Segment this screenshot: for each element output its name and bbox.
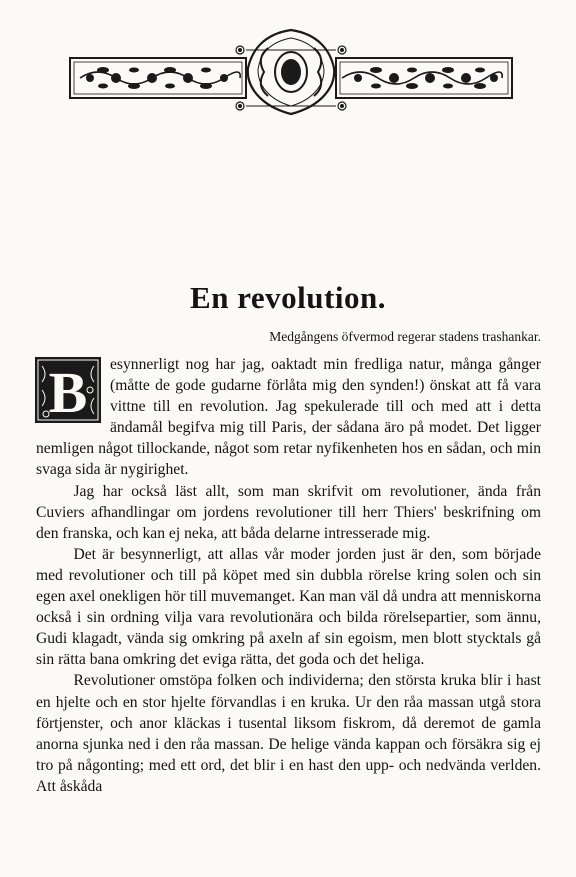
- chapter-title: En revolution.: [190, 280, 386, 315]
- ornamental-headpiece: [68, 28, 514, 116]
- paragraph-1: [36, 354, 541, 481]
- paragraph-4: Revolutioner omstöpa folken och individerna; den största kruka blir i hast en hjelte och en stor hjelte förvandlas i en kruka. Ur den råa massan utgå stora förtjenster, och anor kläckas i tusental liksom fiskrom, då deremot de gamla anorna sjunka ned i den råa massan. De helige vända kappan och försäkra sig ej tro på någonting; med ett ord, det blir i en hast den upp- och nedvända verlden. Att åskåda: [36, 672, 541, 795]
- paragraph-1-text: esynnerligt nog har jag, oaktadt min fredliga natur, många gånger (måtte de gode gudarne förlåta mig den synden!) önskat att få vara vittne till en revolution. Jag spekulerade till och med att i detta ändamål begifva mig till Paris, der sådana äro på modet. Det ligger nemligen något tillockande, något som retar nyfikenheten hos en sådan, och min svaga sida är nygirighet.: [36, 356, 541, 479]
- paragraph-2: Jag har också läst allt, som man skrifvit om revolutioner, ända från Cuviers afhandlingar om jordens revolutioner till herr Thiers' beskrifning om den franska, och kan ej neka, att båda delarne intresserade mig.: [36, 482, 541, 542]
- paragraph-3: Det är besynnerligt, att allas vår moder jorden just är den, som började med revolutioner och till på köpet med sin dubbla rörelse kring solen och sin egen axel onekligen hör till muvemanget. Kan man väl då undra att menniskorna också i sin ordning vilja vara revolutionära och bilda rörelsepartier, som ännu, Gudi klagadt, vända sig omkring på axeln af sin egoism, men blott stycktals gå sin rätta bana omkring det eviga rätta, det goda och det heliga.: [36, 545, 541, 669]
- body-text: [36, 354, 541, 797]
- epigraph: Medgångens öfvermod regerar stadens trashankar.: [269, 329, 541, 344]
- decorated-initial: [34, 356, 102, 424]
- dropcap-letter: B: [48, 360, 88, 424]
